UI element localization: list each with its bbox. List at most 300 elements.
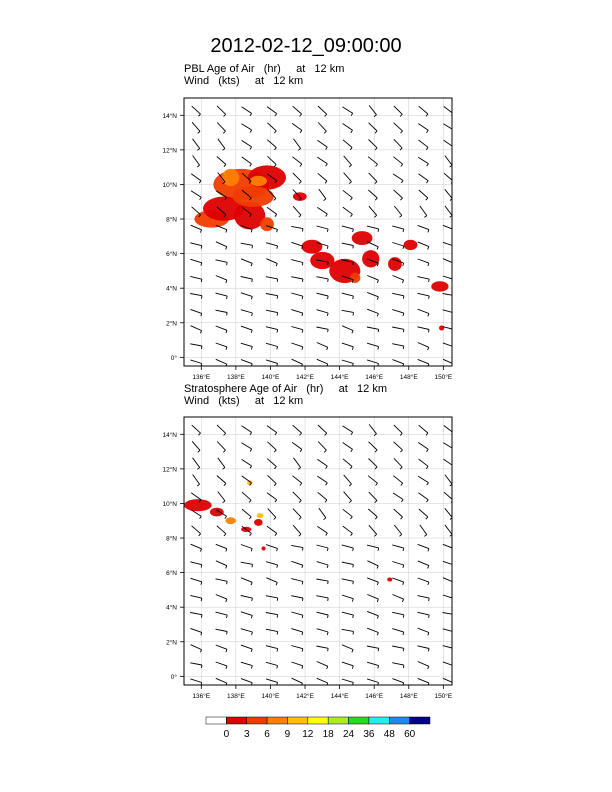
y-tick-label: 0° [170,673,177,681]
wind-barb [419,459,429,469]
wind-barb [369,492,377,503]
wind-barb [417,646,429,652]
wind-barb [445,156,452,167]
y-tick-label: 2°N [166,320,177,328]
map-plot [162,417,454,700]
wind-barb [292,157,301,167]
wind-barb [190,309,201,316]
wind-barb [392,646,404,651]
age-region [225,517,235,524]
wind-barb [394,509,403,519]
wind-barb [443,646,455,652]
age-region [232,186,273,207]
wind-barb [242,459,252,468]
wind-barb [216,242,227,250]
x-tick-label: 146°E [365,693,384,700]
wind-barb [191,326,202,334]
wind-barb [443,343,454,350]
wind-barb [394,425,403,436]
wind-barb [317,226,329,232]
wind-barb [342,243,354,248]
wind-barb [445,475,452,486]
wind-barb [319,189,326,201]
wind-barb [190,663,202,668]
wind-barb [241,645,252,652]
wind-barb [342,310,354,315]
wind-barb [367,360,378,367]
wind-barb [367,226,379,232]
wind-barb [342,293,354,299]
wind-barb [293,492,302,503]
wind-barb [343,124,353,133]
wind-barb [344,173,352,184]
colorbar-label: 3 [243,729,250,740]
wind-barb [266,310,278,315]
wind-barb [217,526,226,536]
age-region [350,273,360,283]
wind-barb [190,679,201,686]
wind-barb [268,156,277,167]
wind-barb [267,123,276,133]
wind-barb [291,662,302,669]
wind-barb [343,459,352,469]
wind-barb [343,190,353,200]
pbl-age-panel [162,63,454,381]
wind-barb [418,225,429,232]
x-tick-label: 142°E [296,374,314,381]
wind-barb [317,207,327,216]
colorbar-label: 36 [363,729,375,740]
wind-barb [216,662,227,669]
wind-barb [443,662,454,669]
wind-barb [241,578,252,585]
wind-barb [216,293,228,299]
wind-barb [217,425,226,436]
wind-barb [241,326,252,333]
wind-barb [392,578,403,585]
wind-barb [291,612,303,618]
age-region [222,169,239,186]
wind-barb [216,276,227,283]
wind-barb [190,360,201,367]
wind-barb [242,443,252,452]
age-region [261,546,265,550]
wind-barb [344,156,352,167]
panel-title: PBL Age of Air (hr) at 12 km [184,63,345,75]
wind-barb [419,140,429,150]
wind-barb [316,579,328,584]
wind-barb [367,662,379,668]
wind-barb [193,156,200,168]
wind-barb [317,545,329,551]
wind-barb [291,629,303,635]
wind-barb [266,578,277,586]
wind-barb [241,259,252,266]
stratosphere-age-panel [162,383,454,700]
wind-barb [392,344,404,349]
wind-barb [369,442,378,453]
wind-barb [368,157,377,167]
wind-barb [291,545,303,550]
age-region [388,257,402,271]
wind-barb [420,206,427,218]
wind-barb [317,612,329,618]
wind-barb [267,459,276,469]
wind-barb [192,526,201,536]
wind-barb [190,578,201,584]
wind-barb [266,629,278,634]
y-tick-label: 14°N [162,431,177,439]
wind-barb [317,476,327,485]
wind-barb [394,123,403,133]
wind-barb [294,458,301,470]
wind-barb [393,157,402,167]
wind-barb [369,424,376,435]
wind-barb [190,259,201,265]
wind-barb [317,526,327,535]
wind-barb [367,679,378,686]
wind-barb [241,277,253,283]
y-tick-label: 8°N [166,216,177,224]
wind-barb [443,327,455,333]
wind-barb [419,106,428,116]
wind-barb [367,327,379,332]
wind-barb [216,595,227,602]
wind-barb [342,679,354,685]
colorbar-label: 0 [223,729,230,740]
plot-frame [184,98,452,366]
wind-barb [392,612,404,617]
age-region [257,513,264,518]
wind-barb [368,509,377,519]
y-tick-label: 14°N [162,112,177,120]
wind-barb [190,243,202,249]
wind-barb [318,106,327,116]
wind-barb [241,293,252,300]
wind-barb [443,595,455,602]
wind-barb [241,629,253,635]
x-tick-label: 142°E [296,693,314,700]
wind-barb [293,173,302,184]
y-tick-label: 6°N [166,251,177,259]
wind-barb [342,360,354,366]
wind-barb [443,561,454,568]
wind-barb [392,327,404,332]
y-tick-label: 12°N [162,147,177,155]
wind-barb [318,123,326,134]
wind-barb [291,293,303,299]
page-title: 2012-02-12_09:00:00 [210,35,402,57]
wind-barb [343,426,353,435]
wind-barb [318,442,326,453]
wind-barb [191,645,202,653]
colorbar [206,717,430,740]
wind-barb [369,105,376,116]
wind-barb [342,343,353,350]
wind-barb [392,629,404,635]
wind-barb [418,309,429,316]
wind-barb [241,596,253,602]
wind-barb [418,242,429,250]
wind-barb [367,578,378,585]
map-plot [162,98,454,381]
wind-barb [216,544,227,551]
panel-title: Stratosphere Age of Air (hr) at 12 km [184,383,387,395]
wind-barb [367,242,378,250]
wind-barb [291,561,302,568]
x-tick-label: 150°E [434,374,453,381]
x-tick-label: 136°E [192,374,211,381]
x-tick-label: 150°E [434,693,453,700]
wind-barb [291,310,303,316]
wind-barb [266,596,278,601]
wind-barb [392,243,404,249]
wind-barb [367,611,378,618]
wind-barb [241,679,252,686]
wind-barb [316,327,328,332]
age-region [250,176,267,186]
wind-barb [193,139,200,151]
wind-barb [367,595,378,602]
wind-barb [190,294,202,299]
wind-barb [367,561,378,569]
wind-barb [392,545,404,551]
wind-barb [192,106,201,116]
wind-barb [217,106,226,117]
x-tick-label: 148°E [399,693,418,700]
wind-barb [190,562,202,568]
wind-barb [392,663,404,668]
wind-barb [242,157,252,166]
wind-barb [318,173,327,183]
wind-barb [367,292,378,299]
wind-barb [267,207,277,217]
wind-barb [192,122,200,133]
age-region [439,325,444,330]
wind-barb [190,276,202,282]
wind-barb [242,124,252,133]
wind-barb [190,628,201,635]
colorbar-swatch [206,717,226,724]
wind-barb [417,596,429,601]
wind-barb [392,226,404,232]
wind-barb [242,107,252,116]
wind-barb [216,629,228,634]
wind-barb [342,645,353,653]
wind-barb [241,310,253,316]
wind-barb [191,191,201,200]
wind-barb [417,293,429,299]
wind-barb [417,277,429,282]
wind-barb [343,509,353,519]
wind-barb [367,646,379,651]
wind-barb [218,139,225,151]
wind-barb [394,106,403,117]
wind-barb [342,595,353,602]
y-tick-label: 10°N [162,500,177,508]
wind-barb [369,525,377,536]
wind-barb [317,343,328,351]
wind-barb [241,545,252,552]
x-tick-label: 138°E [226,374,245,381]
panel-subtitle: Wind (kts) at 12 km [184,395,304,407]
wind-barb [242,509,251,519]
colorbar-swatch [267,717,287,724]
wind-barb [267,426,277,435]
wind-barb [268,475,277,486]
wind-barb [291,343,302,350]
age-region [260,217,274,231]
wind-barb [266,545,277,552]
wind-barb [241,612,252,619]
wind-barb [445,508,453,519]
wind-barb [216,579,228,584]
wind-barb [266,243,278,249]
wind-barb [317,310,329,316]
wind-barb [317,157,327,166]
wind-barb [268,509,276,520]
wind-barb [417,327,429,333]
wind-barb [218,492,225,503]
wind-barb [217,123,225,134]
panel-subtitle: Wind (kts) at 12 km [184,75,304,87]
y-tick-label: 4°N [166,604,177,612]
wind-barb [443,629,455,635]
wind-barb [293,509,301,520]
colorbar-swatch [369,717,389,724]
wind-barb [418,561,429,568]
y-tick-label: 2°N [166,639,177,647]
age-region [404,240,418,250]
wind-barb [393,476,402,486]
wind-barb [241,360,252,367]
wind-barb [293,206,301,217]
wind-barb [342,612,354,618]
wind-barb [217,442,225,453]
wind-barb [266,613,278,618]
wind-barb [367,628,378,635]
y-tick-label: 4°N [166,285,177,293]
wind-barb [344,475,352,486]
wind-barb [445,525,452,536]
x-tick-label: 146°E [365,374,384,381]
wind-barb [367,343,379,349]
wind-barb [293,106,302,116]
wind-barb [318,425,327,435]
wind-barb [342,326,353,334]
wind-barb [418,174,428,183]
wind-barb [216,645,227,652]
wind-barb [218,458,225,470]
x-tick-label: 148°E [399,374,418,381]
age-region [210,508,224,517]
wind-barb [291,579,303,585]
wind-barb [190,344,202,349]
wind-barb [343,140,352,150]
wind-barb [418,443,428,452]
wind-barb [216,561,227,569]
wind-barb [418,124,428,133]
wind-barb [241,562,253,567]
wind-barb [418,628,429,635]
wind-barb [216,343,227,350]
wind-barb [291,226,303,231]
age-region [254,519,263,526]
wind-barb [242,426,252,435]
wind-barb [343,207,353,217]
wind-barb [394,206,402,217]
wind-barb [393,595,404,602]
wind-barb [343,443,353,452]
wind-barb [266,327,278,333]
x-tick-label: 140°E [261,374,280,381]
wind-barb [443,294,455,299]
age-region [387,577,392,581]
wind-barb [393,276,404,283]
wind-barb [266,562,278,568]
wind-barb [216,260,228,265]
wind-barb [293,525,301,536]
wind-barb [241,343,253,349]
wind-barb [393,174,403,183]
wind-barb [291,596,303,601]
wind-barb [342,629,354,634]
wind-barb [343,107,353,116]
wind-barb [266,343,278,349]
wind-barb [369,140,378,151]
wind-barb [291,260,303,266]
wind-barb [369,123,378,134]
colorbar-swatch [349,717,369,724]
wind-barb [392,562,404,568]
wind-barb [394,442,403,452]
wind-barb [367,545,379,551]
colorbar-swatch [389,717,409,724]
colorbar-swatch [308,717,328,724]
y-tick-label: 0° [170,354,177,362]
wind-barb [317,293,329,299]
wind-barb [216,310,228,315]
wind-barb [266,646,278,652]
wind-barb [367,309,378,316]
y-tick-label: 8°N [166,535,177,543]
wind-barb [191,225,202,232]
wind-barb [342,662,353,669]
wind-barb [369,459,378,470]
colorbar-label: 6 [264,729,270,740]
wind-barb [190,595,202,601]
colorbar-swatch [247,717,267,724]
x-tick-label: 140°E [261,693,280,700]
wind-barb [216,612,228,618]
wind-barb [342,579,354,584]
colorbar-swatch [410,717,430,724]
wind-barb [319,508,326,519]
wind-barb [367,276,378,283]
wind-barb [394,139,402,150]
colorbar-swatch [287,717,307,724]
x-tick-label: 144°E [330,693,349,700]
wind-barb [445,189,453,200]
wind-barb [317,629,329,635]
wind-barb [191,174,201,183]
wind-barb [443,276,455,283]
wind-barb [291,242,302,249]
wind-barb [292,442,302,451]
wind-barb [266,679,278,685]
colorbar-label: 24 [342,729,355,740]
wind-barb [267,140,276,150]
